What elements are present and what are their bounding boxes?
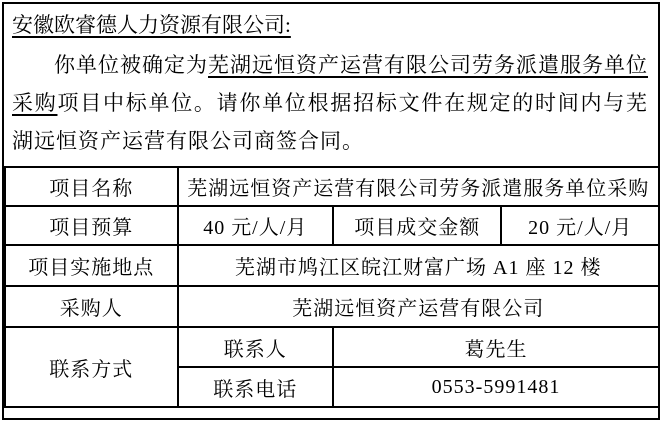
purchaser-value-cell: 芜湖远恒资产运营有限公司 — [178, 286, 659, 327]
table-row — [5, 167, 659, 206]
table-row — [5, 206, 659, 245]
notice-intro — [4, 4, 658, 166]
budget-label-cell: 项目预算 — [5, 206, 178, 245]
contact-phone-value-cell: 0553-5991481 — [333, 367, 659, 407]
body-text-underlined-project: 芜湖远恒资产运营有限公司劳务派遣服务单位采购 — [12, 53, 648, 115]
project-name-value-cell: 芜湖远恒资产运营有限公司劳务派遣服务单位采购 — [178, 167, 659, 206]
award-info-table — [4, 166, 660, 408]
notice-body-paragraph — [12, 46, 648, 160]
salutation-line: 安徽欧睿德人力资源有限公司: — [12, 13, 291, 37]
location-label-cell: 项目实施地点 — [5, 245, 178, 286]
body-text-suffix: 项目中标单位。请你单位根据招标文件在规定的时间内与芜湖远恒资产运营有限公司商签合同。 — [12, 91, 649, 153]
project-name-label-cell: 项目名称 — [5, 167, 178, 206]
contact-person-label-cell: 联系人 — [178, 327, 333, 367]
table-row — [5, 286, 659, 327]
table-row — [5, 327, 659, 367]
location-value-cell: 芜湖市鸠江区皖江财富广场 A1 座 12 楼 — [178, 245, 659, 286]
body-text-prefix: 你单位被确定为 — [54, 53, 208, 77]
budget-value-cell: 40 元/人/月 — [178, 206, 333, 245]
contact-label-cell: 联系方式 — [5, 327, 178, 407]
deal-amount-value-cell: 20 元/人/月 — [501, 206, 659, 245]
contact-person-value-cell: 葛先生 — [333, 327, 659, 367]
table-row — [5, 245, 659, 286]
purchaser-label-cell: 采购人 — [5, 286, 178, 327]
contact-phone-label-cell: 联系电话 — [178, 367, 333, 407]
deal-amount-label-cell: 项目成交金额 — [333, 206, 502, 245]
notice-document — [2, 2, 660, 420]
